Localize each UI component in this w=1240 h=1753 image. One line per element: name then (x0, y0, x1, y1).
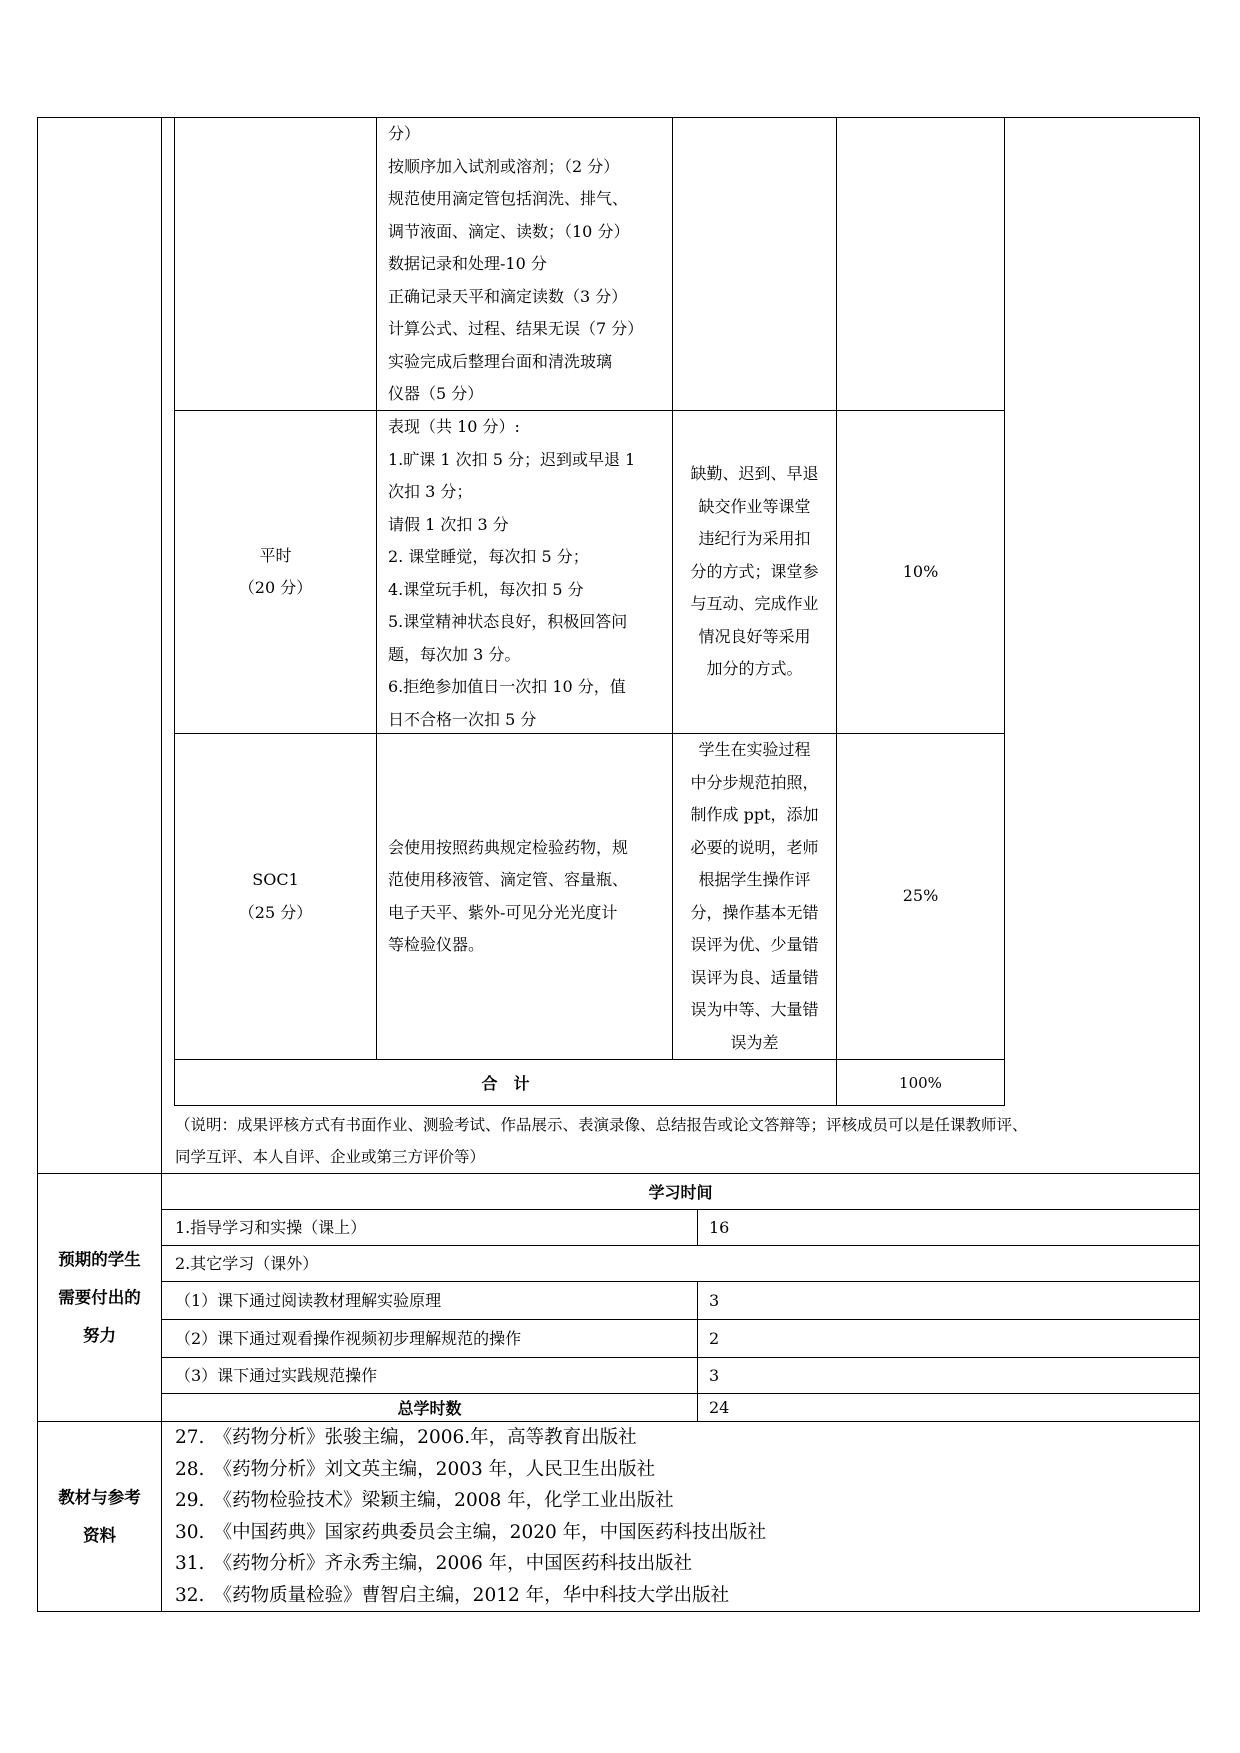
content-line: 范使用移液管、滴定管、容量瓶、 (388, 870, 629, 889)
reference-item: 32. 《药物质量检验》曹智启主编，2012 年，华中科技大学出版社 (175, 1584, 730, 1606)
content-line: 题，每次加 3 分。 (388, 644, 521, 664)
content-line: 正确记录天平和滴定读数（3 分） (388, 286, 628, 306)
content-line: 调节液面、滴定、读数；（10 分） (388, 221, 630, 241)
effort-col-line (697, 1281, 698, 1421)
reference-item: 30. 《中国药典》国家药典委员会主编，2020 年，中国医药科技出版社 (175, 1521, 767, 1543)
content-line: 次扣 3 分； (388, 482, 473, 501)
effort-label-line: 需要付出的 (58, 1287, 141, 1307)
method-line: 误为中等、大量错 (690, 1000, 819, 1019)
soc1-item: SOC1 (252, 870, 299, 889)
effort-col-line (697, 1209, 698, 1245)
effort-row-5-item: （3）课下通过实践规范操作 (175, 1366, 378, 1385)
method-line: 缺交作业等课堂 (698, 496, 811, 516)
pingshi-item-cell (175, 411, 376, 733)
method-line: 与互动、完成作业 (690, 594, 819, 614)
content-line: 1.旷课 1 次扣 5 分；迟到或早退 1 (388, 449, 636, 469)
soc1-weight-cell (837, 734, 1004, 1059)
effort-row-1-hours: 16 (709, 1218, 730, 1237)
content-line: 表现（共 10 分）: (388, 417, 520, 436)
reference-item: 28. 《药物分析》刘文英主编，2003 年，人民卫生出版社 (175, 1458, 656, 1480)
soc1-content-cell (388, 734, 670, 1059)
effort-header (162, 1174, 1199, 1209)
method-line: 违纪行为采用扣 (698, 529, 811, 549)
pingshi-weight: 10% (902, 561, 939, 581)
method-line: 加分的方式。 (706, 659, 803, 679)
soc1-score: （25 分） (238, 902, 313, 922)
pingshi-content (388, 411, 670, 736)
method-line: 误评为优、少量错 (690, 935, 819, 954)
content-line: 4.课堂玩手机，每次扣 5 分 (388, 579, 584, 599)
effort-row-4-hours: 2 (709, 1329, 720, 1348)
content-line: 等检验仪器。 (388, 935, 485, 954)
assessment-col-line-1 (376, 117, 377, 1060)
effort-total-label-cell (162, 1394, 697, 1421)
content-line: 分） (388, 124, 421, 143)
effort-row-4-item: （2）课下通过观看操作视频初步理解规范的操作 (175, 1329, 522, 1348)
content-line: 实验完成后整理台面和清洗玻璃 (388, 351, 613, 371)
soc1-weight: 25% (902, 886, 939, 906)
content-line: 计算公式、过程、结果无误（7 分） (388, 319, 644, 338)
method-line: 中分步规范拍照， (690, 772, 819, 792)
method-line: 必要的说明，老师 (690, 837, 819, 857)
effort-label-cell (38, 1174, 161, 1421)
effort-row-3-hours: 3 (709, 1291, 720, 1310)
content-line: 日不合格一次扣 5 分 (388, 709, 537, 729)
content-line: 仪器（5 分） (388, 384, 484, 403)
references-label-line: 教材与参考 (58, 1488, 141, 1507)
content-line: 按顺序加入试剂或溶剂；（2 分） (388, 156, 620, 176)
content-line: 电子天平、紫外-可见分光光度计 (388, 902, 618, 922)
assessment-total-label-cell (175, 1060, 836, 1105)
method-line: 分的方式；课堂参 (690, 561, 819, 581)
reference-item: 27. 《药物分析》张骏主编，2006.年，高等教育出版社 (175, 1427, 637, 1448)
content-line: 规范使用滴定管包括润洗、排气、 (388, 189, 629, 208)
assessment-note (175, 1109, 1199, 1173)
method-line: 学生在实验过程 (698, 740, 811, 759)
left-column-divider (161, 117, 162, 1612)
soc1-method-cell (673, 734, 836, 1059)
effort-row-2-item: 2.其它学习（课外） (175, 1254, 319, 1273)
effort-total-value: 24 (709, 1398, 730, 1417)
assessment-total-label: 合 计 (481, 1074, 530, 1093)
content-line: 2. 课堂睡觉，每次扣 5 分； (388, 547, 589, 566)
effort-header-text: 学习时间 (648, 1183, 713, 1202)
assessment-total-value-cell (837, 1060, 1004, 1105)
effort-label-line: 努力 (83, 1325, 116, 1345)
references-label-cell (38, 1422, 161, 1612)
note-line: （说明：成果评核方式有书面作业、测验考试、作品展示、表演录像、总结报告或论文答辩等；评核成员可以是任课教师评、 (175, 1116, 1028, 1134)
pingshi-weight-cell (837, 411, 1004, 733)
content-line: 5.课堂精神状态良好，积极回答问 (388, 612, 628, 631)
content-line: 6.拒绝参加值日一次扣 10 分，值 (388, 677, 626, 696)
note-line: 同学互评、本人自评、企业或第三方评价等） (175, 1148, 486, 1166)
method-line: 情况良好等采用 (698, 626, 811, 646)
continued-row-content (388, 118, 670, 411)
method-line: 缺勤、迟到、早退 (690, 464, 819, 484)
content-line: 会使用按照药典规定检验药物，规 (388, 837, 629, 857)
method-line: 分，操作基本无错 (690, 902, 819, 922)
pingshi-method-cell (673, 411, 836, 733)
method-line: 根据学生操作评 (698, 870, 811, 889)
effort-total-label: 总学时数 (397, 1399, 462, 1418)
method-line: 误为差 (730, 1032, 779, 1052)
references-list (175, 1422, 1195, 1611)
effort-row-3-item: （1）课下通过阅读教材理解实验原理 (175, 1291, 442, 1310)
reference-item: 31. 《药物分析》齐永秀主编，2006 年，中国医药科技出版社 (175, 1553, 693, 1574)
assessment-total-value: 100% (899, 1073, 942, 1092)
method-line: 制作成 ppt，添加 (690, 805, 819, 824)
soc1-item-cell (175, 734, 376, 1059)
reference-item: 29. 《药物检验技术》梁颖主编，2008 年，化学工业出版社 (175, 1490, 674, 1511)
effort-row-5-hours: 3 (709, 1366, 720, 1385)
content-line: 数据记录和处理-10 分 (388, 254, 547, 273)
effort-label-line: 预期的学生 (58, 1249, 141, 1269)
pingshi-item: 平时 (259, 545, 292, 565)
references-label-line: 资料 (83, 1526, 116, 1545)
pingshi-score: （20 分） (238, 578, 313, 597)
method-line: 误评为良、适量错 (690, 967, 819, 987)
content-line: 请假 1 次扣 3 分 (388, 514, 509, 534)
effort-row-1-item: 1.指导学习和实操（课上） (175, 1218, 367, 1237)
